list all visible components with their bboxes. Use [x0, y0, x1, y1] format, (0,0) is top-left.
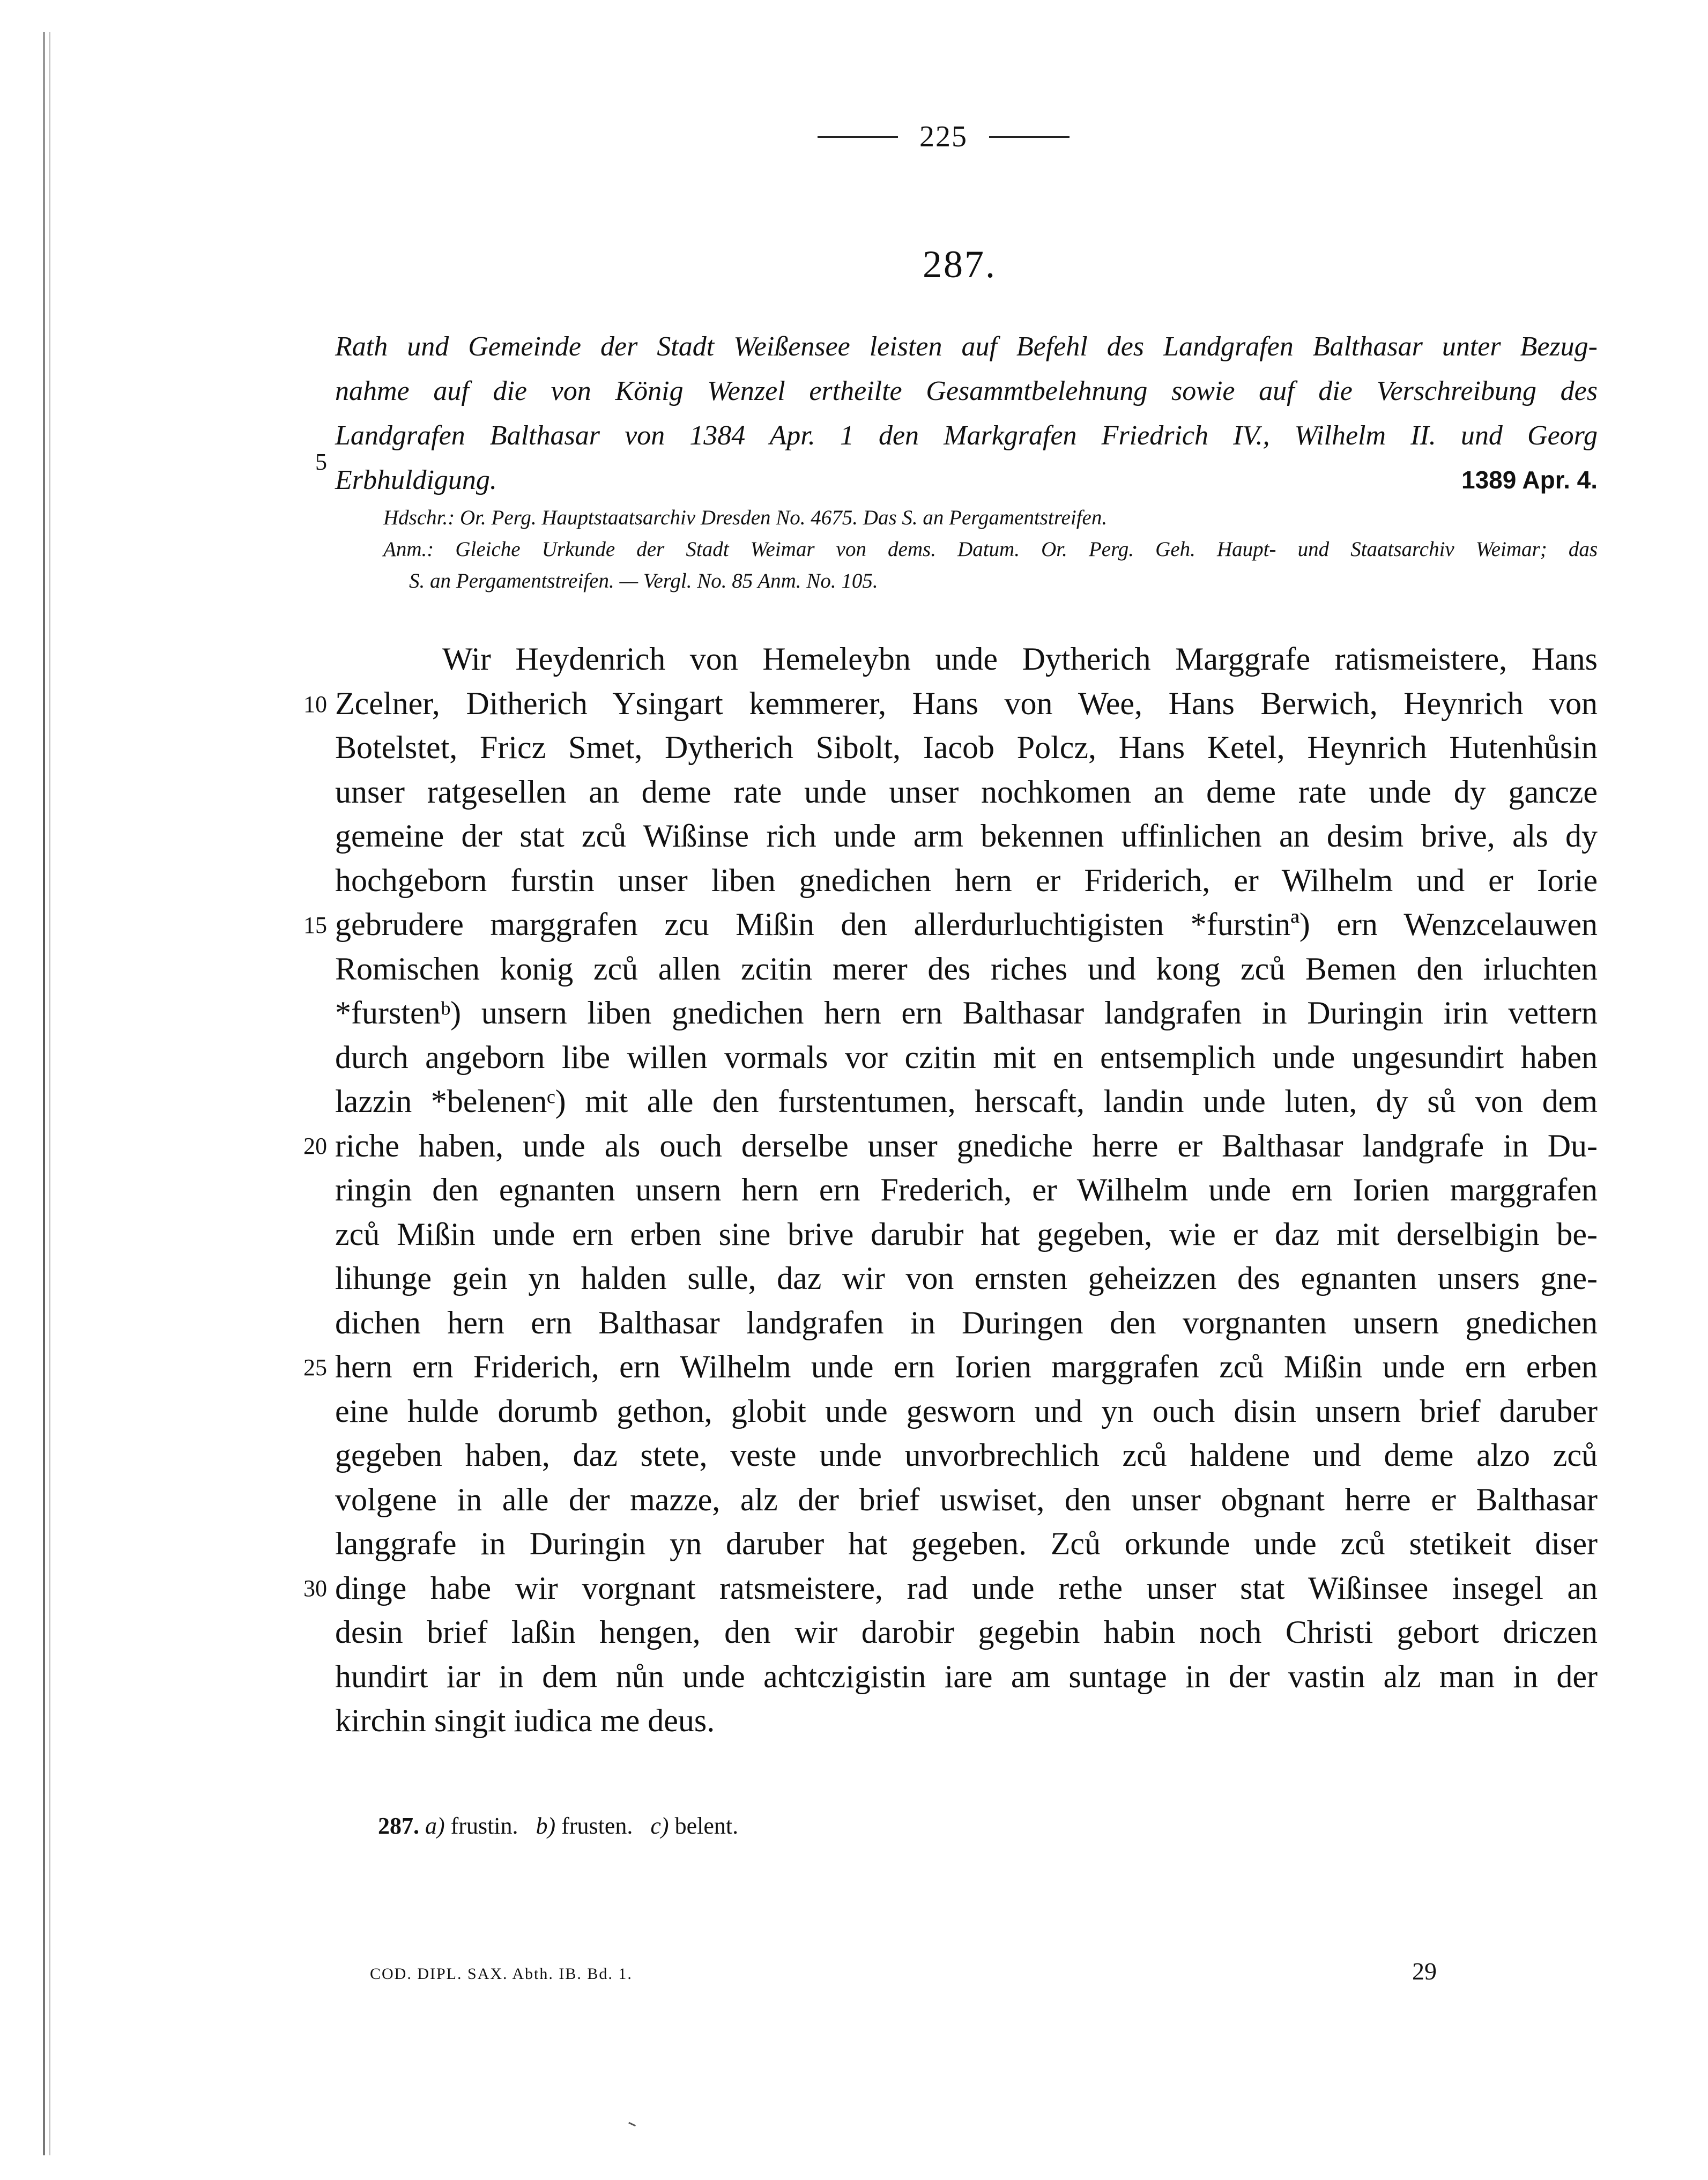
footnote-b-text: frusten. — [561, 1813, 633, 1839]
text-line: desin brief laßin hengen, den wir darobir gegebin habin noch Christi gebort driczen — [335, 1614, 1598, 1650]
scan-binding-edge-inner — [49, 32, 50, 2155]
archival-notes — [383, 502, 1598, 597]
text-line: hochgeborn furstin unser liben gnedichen hern er Friderich, er Wilhelm und er Iorie — [335, 862, 1598, 898]
regest-line: Erbhuldigung. — [335, 465, 497, 495]
line-number-10: 10 — [303, 691, 327, 717]
scan-binding-edge — [43, 32, 45, 2155]
text-line: durch angeborn libe willen vormals vor czitin mit en entsemplich unde ungesundirt haben — [335, 1039, 1598, 1075]
footnote-c-label: c) — [650, 1813, 669, 1839]
text-line: volgene in alle der mazze, alz der brief uswiset, den unser obgnant herre er Balthasar — [335, 1481, 1598, 1517]
footnote-a-text: frustin. — [450, 1813, 518, 1839]
text-line: dichen hern ern Balthasar landgrafen in Duringen den vorgnanten unsern gnedichen — [335, 1304, 1598, 1340]
text-line: langgrafe in Duringin yn daruber hat gegeben. Zců orkunde unde zců stetikeit diser — [335, 1526, 1598, 1561]
text-line: riche haben, unde als ouch derselbe unser gnediche herre er Balthasar landgrafe in Du- — [335, 1128, 1598, 1163]
running-header — [777, 115, 1110, 158]
footnote-a-label: a) — [425, 1813, 445, 1839]
text-line: hundirt iar in dem nůn unde achtczigistin iare am suntage in der vastin alz man in der — [335, 1658, 1598, 1694]
regest-last-line — [335, 458, 1598, 502]
text-line: dinge habe wir vorgnant ratsmeistere, rad unde rethe unser stat Wißinsee insegel an — [335, 1570, 1598, 1606]
text-line: Zcelner, Ditherich Ysingart kemmerer, Hans von Wee, Hans Berwich, Heynrich von — [335, 685, 1598, 721]
footer-sheet-number: 29 — [1412, 1957, 1437, 1985]
footnote-doc-number: 287. — [378, 1813, 419, 1839]
text-line: eine hulde dorumb gethon, globit unde gesworn und yn ouch disin unsern brief daruber — [335, 1393, 1598, 1429]
line-number-30: 30 — [303, 1575, 327, 1601]
text-line: kirchin singit iudica me deus. — [335, 1703, 715, 1738]
text-line: ringin den egnanten unsern hern ern Frederich, er Wilhelm unde ern Iorien marggrafen — [335, 1172, 1598, 1207]
footer-signature: COD. DIPL. SAX. Abth. IB. Bd. 1. — [370, 1965, 633, 1983]
text-line: lazzin *belenenᶜ) mit alle den furstentumen, herscaft, landin unde luten, dy sů von dem — [335, 1084, 1598, 1119]
document-number: 287. — [923, 243, 997, 286]
regest-line: nahme auf die von König Wenzel ertheilte Gesammtbelehnung sowie auf die Verschreibung des — [335, 376, 1598, 406]
header-dash-right — [989, 136, 1070, 138]
regest-summary — [335, 324, 1598, 502]
page-number: 225 — [919, 120, 968, 153]
line-number-15: 15 — [303, 912, 327, 938]
text-line: hern ern Friderich, ern Wilhelm unde ern Iorien marggrafen zců Mißin unde ern erben — [335, 1349, 1598, 1384]
scan-mark — [626, 2122, 636, 2132]
note-manuscript: Hdschr.: Or. Perg. Hauptstaatsarchiv Dresden No. 4675. Das S. an Pergamentstreifen. — [383, 506, 1108, 529]
text-line: Wir Heydenrich von Hemeleybn unde Dytherich Marggrafe ratismeistere, Hans — [442, 641, 1598, 677]
line-number-20: 20 — [303, 1133, 327, 1159]
text-line: zců Mißin unde ern erben sine brive darubir hat gegeben, wie er daz mit derselbigin be- — [335, 1216, 1598, 1252]
text-line: gebrudere marggrafen zcu Mißin den allerdurluchtigisten *furstinª) ern Wenzcelauwen — [335, 907, 1598, 942]
text-line: *furstenᵇ) unsern liben gnedichen hern ern Balthasar landgrafen in Duringin irin vettern — [335, 995, 1598, 1030]
footnote-b-label: b) — [536, 1813, 556, 1839]
note-remark-cont: S. an Pergamentstreifen. — Vergl. No. 85 Anm. No. 105. — [409, 569, 878, 592]
text-line: Romischen konig zců allen zcitin merer des riches und kong zců Bemen den irluchten — [335, 951, 1598, 987]
line-number-5: 5 — [315, 449, 327, 475]
text-line: unser ratgesellen an deme rate unde unser nochkomen an deme rate unde dy gancze — [335, 774, 1598, 810]
text-line: gegeben haben, daz stete, veste unde unvorbrechlich zců haldene und deme alzo zců — [335, 1437, 1598, 1473]
charter-text — [335, 637, 1598, 1743]
footnotes — [378, 1812, 1182, 1840]
regest-line: Rath und Gemeinde der Stadt Weißensee leisten auf Befehl des Landgrafen Balthasar unter Bezug- — [335, 331, 1598, 362]
footnote-c-text: belent. — [674, 1813, 739, 1839]
text-line: Botelstet, Fricz Smet, Dytherich Sibolt, Iacob Polcz, Hans Ketel, Heynrich Hutenhůsin — [335, 730, 1598, 765]
text-line: lihunge gein yn halden sulle, daz wir von ernsten geheizzen des egnanten unsers gne- — [335, 1260, 1598, 1296]
text-line: gemeine der stat zců Wißinse rich unde arm bekennen uffinlichen an desim brive, als dy — [335, 818, 1598, 854]
line-number-25: 25 — [303, 1354, 327, 1381]
note-remark: Anm.: Gleiche Urkunde der Stadt Weimar von dems. Datum. Or. Perg. Geh. Haupt- und Staatsarchiv Weimar; das — [383, 538, 1598, 561]
regest-line: Landgrafen Balthasar von 1384 Apr. 1 den Markgrafen Friedrich IV., Wilhelm II. und Georg — [335, 420, 1598, 451]
header-dash-left — [818, 136, 898, 138]
document-date: 1389 Apr. 4. — [1461, 466, 1598, 494]
